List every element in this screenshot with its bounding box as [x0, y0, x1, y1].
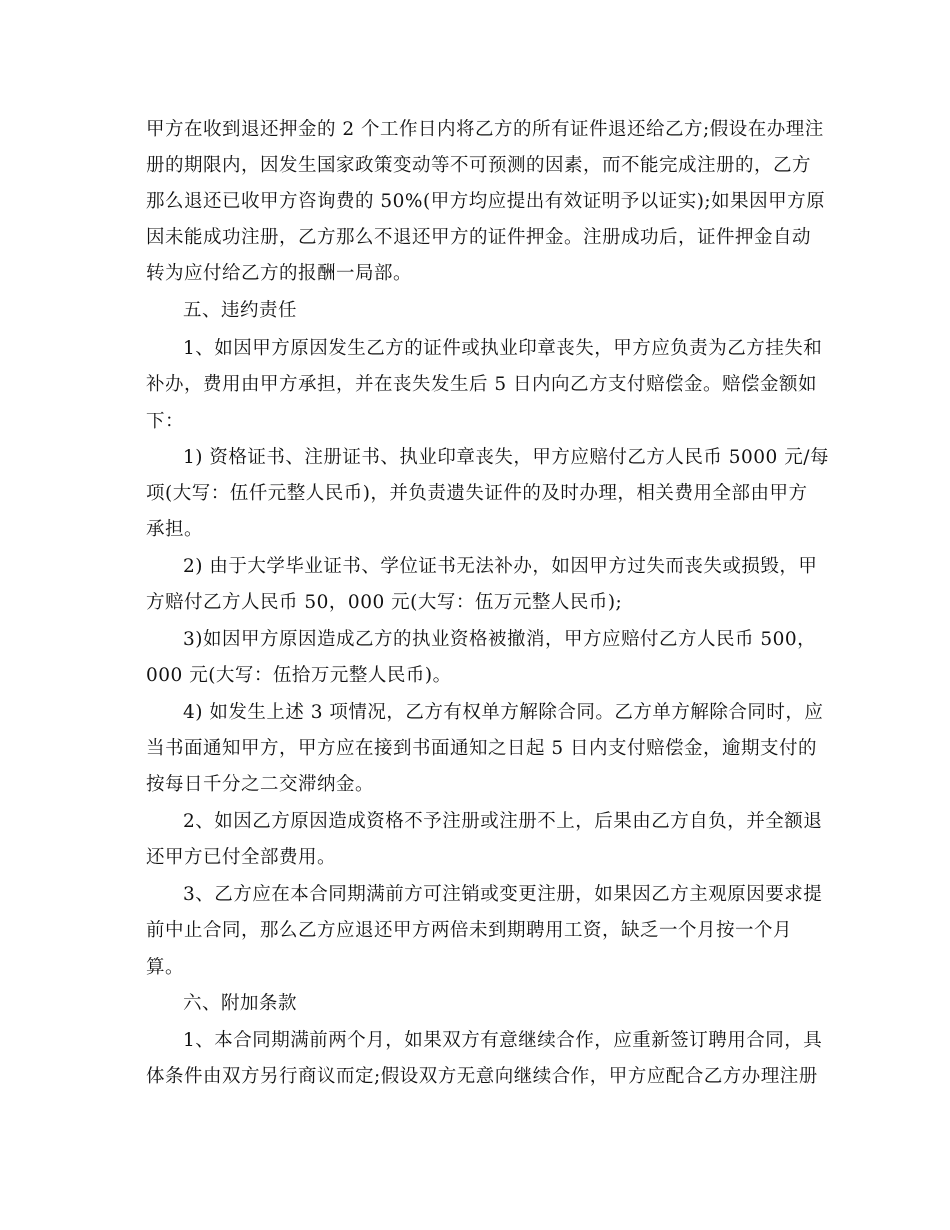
text-line: 1、如因甲方原因发生乙方的证件或执业印章丧失，甲方应负责为乙方挂失和: [183, 338, 823, 359]
text-line: 1) 资格证书、注册证书、执业印章丧失，甲方应赔付乙方人民币 5000 元/每: [183, 447, 829, 468]
text-line: 承担。: [146, 519, 204, 540]
text-line: 那么退还已收甲方咨询费的 50%(甲方均应提出有效证明予以证实);如果因甲方原: [146, 191, 826, 212]
text-line: 按每日千分之二交滞纳金。: [146, 774, 375, 795]
text-line: 转为应付给乙方的报酬一局部。: [146, 263, 413, 284]
text-line: 1、本合同期满前两个月，如果双方有意继续合作，应重新签订聘用合同，具: [183, 1030, 823, 1051]
text-line: 4) 如发生上述 3 项情况，乙方有权单方解除合同。乙方单方解除合同时，应: [183, 702, 824, 723]
text-line: 因未能成功注册，乙方那么不退还甲方的证件押金。注册成功后，证件押金自动: [146, 227, 812, 248]
text-line: 000 元(大写：伍拾万元整人民币)。: [146, 665, 452, 686]
text-line: 2、如因乙方原因造成资格不予注册或注册不上，后果由乙方自负，并全额退: [183, 811, 823, 832]
text-line: 甲方在收到退还押金的 2 个工作日内将乙方的所有证件退还给乙方;假设在办理注: [146, 119, 824, 140]
text-line: 体条件由双方另行商议而定;假设双方无意向继续合作，甲方应配合乙方办理注册: [146, 1066, 818, 1087]
text-line: 还甲方已付全部费用。: [146, 847, 337, 868]
text-line: 项(大写：伍仟元整人民币)，并负责遗失证件的及时办理，相关费用全部由甲方: [146, 483, 808, 504]
text-line: 2) 由于大学毕业证书、学位证书无法补办，如因甲方过失而丧失或损毁，甲: [183, 556, 818, 577]
text-line: 下：: [146, 411, 185, 432]
text-line: 3、乙方应在本合同期满前方可注销或变更注册，如果因乙方主观原因要求提: [183, 884, 823, 905]
text-line: 补办，费用由甲方承担，并在丧失发生后 5 日内向乙方支付赔偿金。赔偿金额如: [146, 374, 818, 395]
text-line: 方赔付乙方人民币 50，000 元(大写：伍万元整人民币);: [146, 592, 623, 613]
section-heading: 五、违约责任: [183, 300, 298, 321]
text-line: 前中止合同，那么乙方应退还甲方两倍未到期聘用工资，缺乏一个月按一个月: [146, 920, 793, 941]
text-line: 3)如因甲方原因造成乙方的执业资格被撤消，甲方应赔付乙方人民币 500，: [183, 629, 817, 650]
section-heading: 六、附加条款: [183, 993, 298, 1014]
text-line: 册的期限内，因发生国家政策变动等不可预测的因素，而不能完成注册的，乙方: [146, 155, 812, 176]
text-line: 当书面通知甲方，甲方应在接到书面通知之日起 5 日内支付赔偿金，逾期支付的: [146, 738, 818, 759]
text-line: 算。: [146, 957, 185, 978]
